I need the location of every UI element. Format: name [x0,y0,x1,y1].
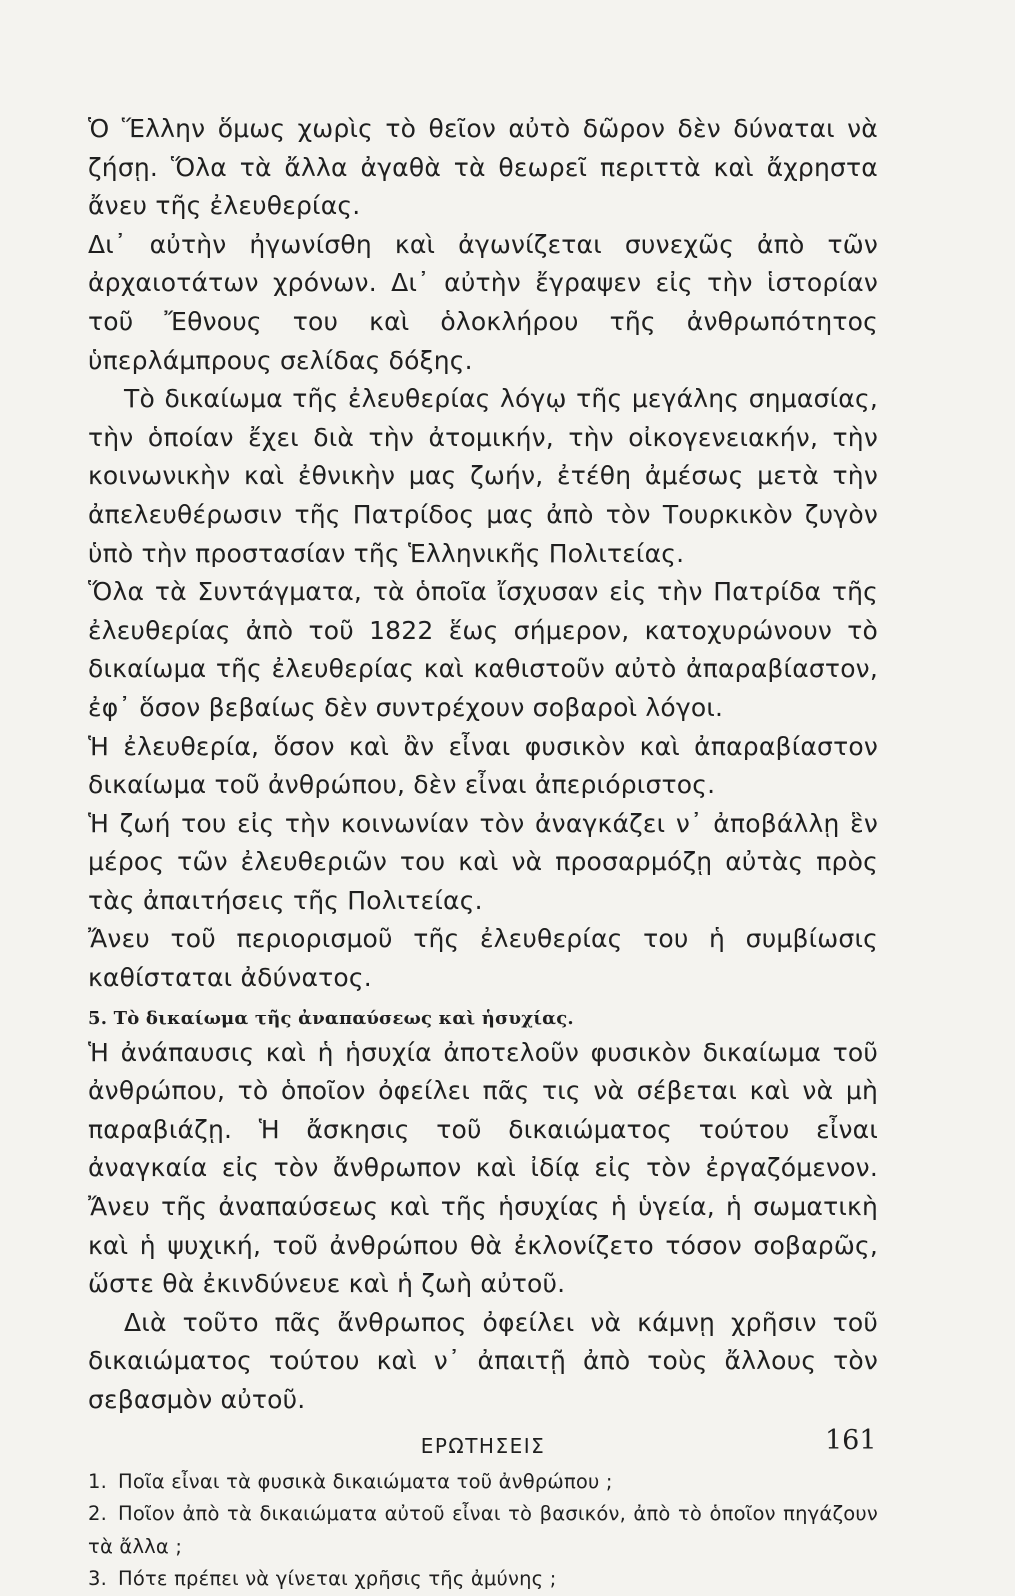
paragraph: Δι᾽ αὐτὴν ἠγωνίσθη καὶ ἀγωνίζεται συνεχῶς ἀπὸ τῶν ἀρχαιοτάτων χρόνων. Δι᾽ αὐτὴν ἔγραψεν εἰς τὴν ἱστορίαν τοῦ Ἔθνους του καὶ ὁλοκλήρου τῆς ἀνθρωπότητος ὑπερλάμπρους σελίδας δόξης. [88,229,878,375]
question-number: 3. [88,1567,108,1591]
question-item [88,1563,878,1596]
paragraph: Ὁ Ἕλλην ὅμως χωρὶς τὸ θεῖον αὐτὸ δῶρον δὲν δύναται νὰ ζήσῃ. Ὅλα τὰ ἄλλα ἀγαθὰ τὰ θεωρεῖ περιττὰ καὶ ἄχρηστα ἄνευ τῆς ἐλευθερίας. [88,114,878,221]
questions-title: ΕΡΩΤΗΣΕΙΣ [420,1433,546,1458]
paragraph: Ἄνευ τοῦ περιορισμοῦ τῆς ἐλευθερίας του ἡ συμβίωσις καθίσταται ἀδύνατος. [88,924,878,993]
question-number: 1. [88,1469,108,1493]
paragraph: Ὅλα τὰ Συντάγματα, τὰ ὁποῖα ἴσχυσαν εἰς τὴν Πατρίδα τῆς ἐλευθερίας ἀπὸ τοῦ 1822 ἕως σήμερον, κατοχυρώνουν τὸ δικαίωμα τῆς ἐλευθερίας καὶ καθιστοῦν αὐτὸ ἀπαραβίαστον, ἐφ᾽ ὅσον βεβαίως δὲν συντρέχουν σοβαροὶ λόγοι. [88,577,878,722]
paragraph: Ἡ ζωή του εἰς τὴν κοινωνίαν τὸν ἀναγκάζει ν᾽ ἀποβάλλῃ ἓν μέρος τῶν ἐλευθεριῶν του καὶ νὰ προσαρμόζῃ αὐτὰς πρὸς τὰς ἀπαιτήσεις τῆς Πολιτείας. [88,808,878,915]
question-item [88,1466,878,1499]
page-body [88,110,878,1596]
section-paragraph: Ἡ ἀνάπαυσις καὶ ἡ ἡσυχία ἀποτελοῦν φυσικὸν δικαίωμα τοῦ ἀνθρώπου, τὸ ὁποῖον ὀφείλει πᾶς τις νὰ σέβεται καὶ νὰ μὴ παραβιάζῃ. Ἡ ἄσκησις τοῦ δικαιώματος τούτου εἶναι ἀναγκαία εἰς τὸν ἄνθρωπον καὶ ἰδίᾳ εἰς τὸν ἐργαζόμενον. Ἄνευ τῆς ἀναπαύσεως καὶ τῆς ἡσυχίας ἡ ὑγεία, ἡ σωματικὴ καὶ ἡ ψυχική, τοῦ ἀνθρώπου θὰ ἐκλονίζετο τόσον σοβαρῶς, ὥστε θὰ ἐκινδύνευε καὶ ἡ ζωὴ αὐτοῦ. [88,1037,878,1299]
paragraph: Ἡ ἐλευθερία, ὅσον καὶ ἂν εἶναι φυσικὸν καὶ ἀπαραβίαστον δικαίωμα τοῦ ἀνθρώπου, δὲν εἶναι ἀπεριόριστος. [88,731,878,800]
section-heading: 5. Τὸ δικαίωμα τῆς ἀναπαύσεως καὶ ἡσυχίας. [88,1007,574,1029]
page-number: 161 [825,1425,877,1456]
question-item [88,1498,878,1563]
question-text: Ποῖον ἀπὸ τὰ δικαιώματα αὐτοῦ εἶναι τὸ βασικόν, ἀπὸ τὸ ὁποῖον πηγάζουν τὰ ἄλλα ; [88,1502,878,1558]
paragraph: Τὸ δικαίωμα τῆς ἐλευθερίας λόγῳ τῆς μεγάλης σημασίας, τὴν ὁποίαν ἔχει διὰ τὴν ἀτομικήν, τὴν οἰκογενειακήν, τὴν κοινωνικὴν καὶ ἐθνικὴν μας ζωήν, ἐτέθη ἀμέσως μετὰ τὴν ἀπελευθέρωσιν τῆς Πατρίδος μας ἀπὸ τὸν Τουρκικὸν ζυγὸν ὑπὸ τὴν προστασίαν τῆς Ἑλληνικῆς Πολιτείας. [88,384,878,568]
question-number: 2. [88,1502,108,1526]
question-text: Ποῖα εἶναι τὰ φυσικὰ δικαιώματα τοῦ ἀνθρώπου ; [118,1469,613,1493]
section-paragraph: Διὰ τοῦτο πᾶς ἄνθρωπος ὀφείλει νὰ κάμνῃ χρῆσιν τοῦ δικαιώματος τούτου καὶ ν᾽ ἀπαιτῇ ἀπὸ τοὺς ἄλλους τὸν σεβασμὸν αὐτοῦ. [88,1307,878,1414]
question-text: Πότε πρέπει νὰ γίνεται χρῆσις τῆς ἀμύνης ; [118,1567,557,1591]
